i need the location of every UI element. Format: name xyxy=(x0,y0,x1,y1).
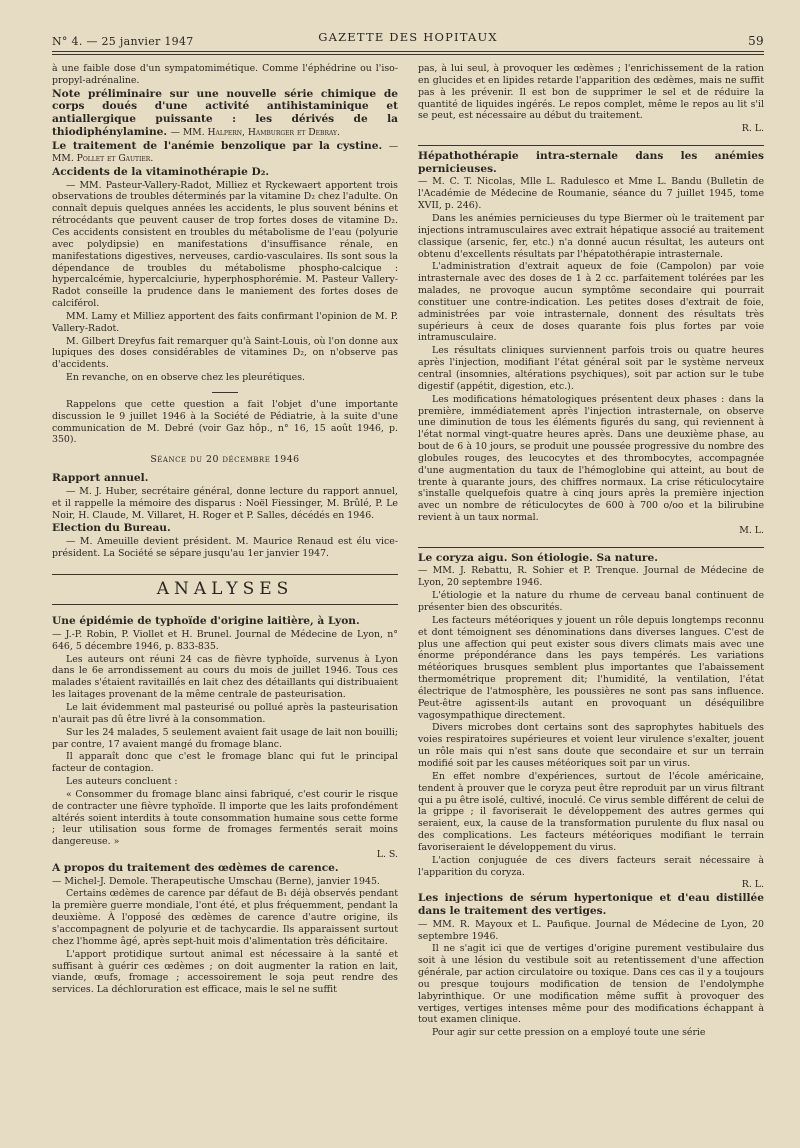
paragraph: Pour agir sur cette pression on a employé toute une série xyxy=(432,1027,706,1039)
paragraph: L'apport protidique surtout animal est nécessaire à la santé et suffisant à guérir ces œdèmes ; on doit augmenter la ration en lait, viande, œufs, fromage ; accessoirement le soja peut rendre des services. La déchloruration est efficace, mais le sel ne suffit xyxy=(52,948,398,996)
short-divider xyxy=(212,392,238,393)
page-header xyxy=(52,26,764,48)
paragraph: Certains œdèmes de carence par défaut de B₁ déjà observés pendant la première guerre mondiale, l'ont été, et plus fréquemment, pendant la deuxième. À l'opposé des œdèmes de carence d'autre origine, ils s'accompagnent de polyurie et de tachycardie. Ils apparaissent surtout chez l'homme âgé, après sept-huit mois d'alimentation très déficitaire. xyxy=(52,888,398,947)
article-reference: — M. C. T. Nicolas, Mlle L. Radulesco et Mme L. Bandu (Bulletin de l'Académie de Médecine de Roumanie, séance du 7 juillet 1945, tome XVII, p. 246). xyxy=(418,176,764,212)
paragraph: Dans les anémies pernicieuses du type Biermer où le traitement par injections intramusculaires avec extrait hépatique associé au traitement classique (arsenic, fer, etc.) n'a donné aucun résultat, les auteurs ont obtenu d'excellents résultats par l'hépatothérapie intrasternale. xyxy=(418,213,764,260)
issue-date: N° 4. — 25 janvier 1947 xyxy=(52,35,194,48)
signature: R. L. xyxy=(741,123,764,135)
article-reference: — MM. J. Rebattu, R. Sohier et P. Trenque. Journal de Médecine de Lyon, 20 septembre 1946. xyxy=(418,565,764,589)
header-rule xyxy=(52,51,764,52)
paragraph: Les auteurs ont réuni 24 cas de fièvre typhoïde, survenus à Lyon dans le 6e arrondissement au cours du mois de juillet 1946. Tous ces malades s'étaient ravitaillés en lait chez des détaillants qui distribuaient les laitages provenant de la même centrale de pasteurisation. xyxy=(52,653,398,701)
journal-title: GAZETTE DES HOPITAUX xyxy=(318,30,498,44)
paragraph: MM. Lamy et Milliez apportent des faits confirmant l'opinion de M. P. Vallery-Radot. xyxy=(52,310,398,334)
signature: M. L. xyxy=(739,524,764,536)
article-heading: Accidents de la vitaminothérapie D₂. xyxy=(52,165,270,178)
signature: L. S. xyxy=(376,849,398,861)
paragraph: L'administration d'extrait aqueux de foie (Campolon) par voie intrasternale avec des doses de 1 à 2 cc. parfaitement tolérées par les malades, ne provoque aucun symptôme secondaire qui pourrait constituer une contre-indication. Les petites doses d'extrait de foie, administrées par voie intrasternale, donnent des résultats très supérieurs à ceux de doses quarante fois plus fortes par voie intramusculaire. xyxy=(418,261,764,344)
paragraph: — M. J. Huber, secrétaire général, donne lecture du rapport annuel, et il rappelle la mémoire des disparus : Noël Fiessinger, M. Brûlé, P. Le Noir, H. Claude, M. Villaret, H. Roger et P. Salles, décédés en 1946. xyxy=(52,485,398,521)
article-heading: A propos du traitement des œdèmes de carence. xyxy=(52,861,339,874)
paragraph: Le lait évidemment mal pasteurisé ou pollué après la pasteurisation n'aurait pas dû être livré à la consommation. xyxy=(52,701,398,725)
paragraph: Les facteurs météoriques y jouent un rôle depuis longtemps reconnu et dont témoignent ses dénominations dans diverses langues. C'est de plus une affection qui peut exister sous divers climats mais avec une énorme prépondérance dans les pays tempérés. Les variations météoriques brusques semblent plus importantes que l'abaissement thermométrique proprement dit; l'humidité, la ventilation, l'état électrique de l'atmosphère, les poussières ne sont pas sans influence. Peut-être agissent-ils autant en provoquant un déséquilibre vagosympathique directement. xyxy=(418,614,764,721)
paragraph: Divers microbes dont certains sont des saprophytes habituels des voies respiratoires supérieures et voient leur virulence s'exalter, jouent un rôle mais qui n'est sans doute que secondaire et sur un terrain modifié soit par les causes météoriques soit par un virus. xyxy=(418,722,764,769)
paragraph: L'étiologie et la nature du rhume de cerveau banal continuent de présenter bien des obscurités. xyxy=(418,590,764,614)
article-reference: — Michel-J. Demole. Therapeutische Umschau (Berne), janvier 1945. xyxy=(52,875,380,887)
paragraph: Rappelons que cette question a fait l'objet d'une importante discussion le 9 juillet 1946 à la Société de Pédiatrie, à la suite d'une communication de M. Debré (voir Gaz hôp., n° 16, 15 août 1946, p. 350). xyxy=(52,398,398,446)
paragraph: pas, à lui seul, à provoquer les œdèmes ; l'enrichissement de la ration en glucides et en lipides retarde l'apparition des œdèmes, mais ne suffit pas à les prévenir. Il est bon de supprimer le sel et de réduire la quantité de liquides ingérés. Le repos complet, même le repos au lit s'il se peut, est nécessaire au début du traitement. xyxy=(418,63,764,122)
paragraph: Sur les 24 malades, 5 seulement avaient fait usage de lait non bouilli; par contre, 17 avaient mangé du fromage blanc. xyxy=(52,726,398,750)
article-heading: Le traitement de l'anémie benzolique par la cystine. — MM. Pollet et Gautier. xyxy=(52,139,398,165)
header-rule-double xyxy=(52,54,764,55)
article-reference: — MM. R. Mayoux et L. Paufique. Journal de Médecine de Lyon, 20 septembre 1946. xyxy=(418,918,764,942)
article-divider xyxy=(418,547,764,548)
session-date: Séance du 20 décembre 1946 xyxy=(150,454,300,466)
article-heading: Les injections de sérum hypertonique et d'eau distillée dans le traitement des vertiges. xyxy=(418,892,764,917)
right-column xyxy=(418,63,764,1040)
paragraph: Les résultats cliniques surviennent parfois trois ou quatre heures après l'injection, modifiant l'état général soit par le système nerveux central (insomnies, altérations psychiques), soit par action sur le tube digestif (appétit, digestion, etc.). xyxy=(418,345,764,392)
article-heading: Election du Bureau. xyxy=(52,522,171,535)
paragraph: — M. Ameuille devient président. M. Maurice Renaud est élu vice-président. La Société se sépare jusqu'au 1er janvier 1947. xyxy=(52,536,398,559)
article-reference: — J.-P. Robin, P. Viollet et H. Brunel. Journal de Médecine de Lyon, n° 646, 5 décembre 1946, p. 833-835. xyxy=(52,628,398,652)
article-heading: Rapport annuel. xyxy=(52,472,149,485)
article-divider xyxy=(418,145,764,146)
section-title: ANALYSES xyxy=(156,578,294,599)
article-heading: Hépathothérapie intra-sternale dans les anémies pernicieuses. xyxy=(418,150,764,175)
signature: R. L. xyxy=(741,879,764,891)
paragraph: — MM. Pasteur-Vallery-Radot, Milliez et Ryckewaert apportent trois observations de troubles déterminés par la vitamine D₂ chez l'adulte. On connaît depuis quelques années les accidents, le plus souvent bénins et rétrocédants que peuvent causer de trop fortes doses de vitamine D₂. Ces accidents consistent en troubles du métabolisme de l'eau (polyurie avec polydipsie) en manifestations d'insuffisance rénale, en manifestations digestives, nerveuses, cardio-vasculaires. Ils sont sous la dépendance de troubles du métabolisme phospho-calcique : hypercalcémie, hypercalciurie, hyperphosphorémie. M. Pasteur Vallery-Radot conseille la prudence dans le maniement des fortes doses de calciférol. xyxy=(52,179,398,310)
section-heading xyxy=(52,574,398,605)
article-heading: Le coryza aigu. Son étiologie. Sa nature. xyxy=(418,551,658,564)
paragraph: L'action conjuguée de ces divers facteurs serait nécessaire à l'apparition du coryza. xyxy=(418,854,764,878)
article-heading: Une épidémie de typhoïde d'origine laitière, à Lyon. xyxy=(52,615,360,628)
paragraph: « Consommer du fromage blanc ainsi fabriqué, c'est courir le risque de contracter une fièvre typhoïde. Il importe que les laits profondément altérés soient interdits à toute consommation humaine sous cette forme ; leur utilisation sous forme de fromages fermentés serait moins dangereuse. » xyxy=(52,788,398,848)
paragraph: Les modifications hématologiques présentent deux phases : dans la première, immédiatement après l'injection intrasternale, on observe une diminution de tous les éléments figurés du sang, qui reviennent à l'état normal vingt-quatre heures après. Dans une deuxième phase, au bout de 6 à 10 jours, se produit une poussée progressive du nombre des globules rouges, des leucocytes et des thrombocytes, accompagnée d'une augmentation du taux de l'hémoglobine qui atteint, au bout de trente à quarante jours, des chiffres normaux. La crise réticulocytaire s'installe quelquefois quatre à cinq jours après la première injection avec un nombre de réticulocytes de 600 à 700 o/oo et la bilirubine revient à un taux normal. xyxy=(418,393,764,524)
left-column xyxy=(52,63,398,1040)
paragraph: Il ne s'agit ici que de vertiges d'origine purement vestibulaire dus soit à une lésion du vestibule soit au retentissement d'une affection générale, par action circulatoire ou toxique. Dans ces cas il y a toujours ou presque toujours modification de tension de l'endolymphe labyrinthique. Or une modification même suffit à provoquer des vertiges, vertiges intenses même pour des modifications échappant à tout examen clinique. xyxy=(418,943,764,1026)
paragraph: Les auteurs concluent : xyxy=(66,776,178,788)
paragraph: à une faible dose d'un sympatomimétique. Comme l'éphédrine ou l'iso-propyl-adrénaline. xyxy=(52,63,398,86)
paragraph: M. Gilbert Dreyfus fait remarquer qu'à Saint-Louis, où l'on donne aux lupiques des doses considérables de vitamines D₂, on n'observe pas d'accidents. xyxy=(52,335,398,371)
paragraph: En effet nombre d'expériences, surtout de l'école américaine, tendent à prouver que le coryza peut être reproduit par un virus filtrant qui a pu être isolé, cultivé, inoculé. Ce virus semble différent de celui de la grippe ; il favoriserait le développement des autres germes qui seraient, eux, la cause de la transformation purulente du flux nasal ou des complications. Les facteurs météoriques modifiant le terrain favoriseraient le développement du virus. xyxy=(418,770,764,853)
paragraph: Il apparaît donc que c'est le fromage blanc qui fut le principal facteur de contagion. xyxy=(52,751,398,775)
page-number: 59 xyxy=(748,34,764,48)
article-heading: Note préliminaire sur une nouvelle série chimique de corps doués d'une activité antihistaminique et antiallergique puissante : les dérivés de la thiodiphénylamine. — MM. Halpern, Hamburger et Debray. xyxy=(52,87,398,138)
paragraph: En revanche, on en observe chez les pleurétiques. xyxy=(66,372,306,384)
